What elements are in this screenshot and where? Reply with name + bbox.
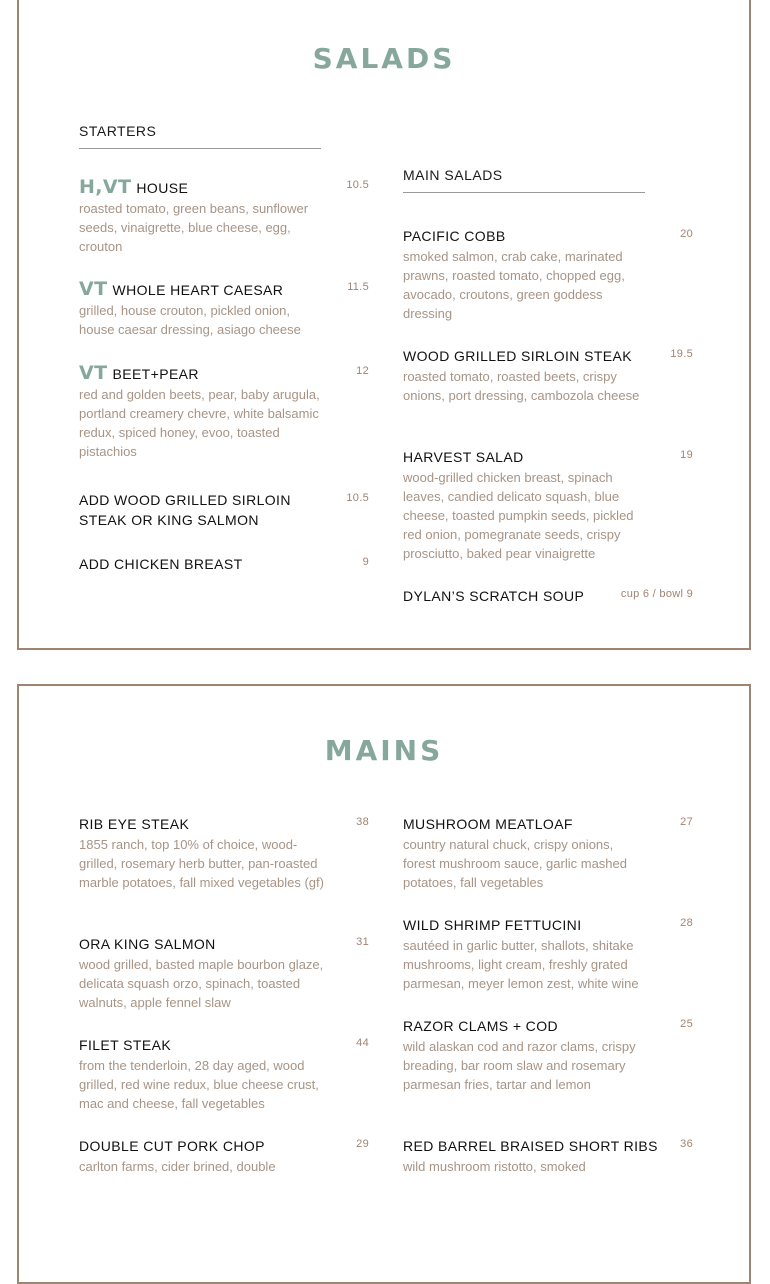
menu-item	[403, 346, 693, 405]
item-name: HARVEST SALAD	[403, 449, 524, 465]
item-name: PACIFIC COBB	[403, 228, 506, 244]
item-name: DOUBLE CUT PORK CHOP	[79, 1138, 265, 1154]
item-price: 20	[680, 228, 693, 240]
menu-item	[79, 177, 369, 256]
menu-item	[403, 447, 693, 563]
item-description: red and golden beets, pear, baby arugula, portland creamery chevre, white balsamic redux, spiced honey, evoo, toasted pistachios	[79, 387, 320, 459]
item-description: carlton farms, cider brined, double	[79, 1159, 276, 1174]
menu-item	[403, 586, 693, 606]
menu-item	[79, 363, 369, 461]
item-price: 44	[356, 1037, 369, 1049]
item-name: RAZOR CLAMS + COD	[403, 1018, 558, 1034]
item-description: wild mushroom ristotto, smoked	[403, 1159, 586, 1174]
menu-item	[403, 1016, 693, 1094]
dietary-badge: VT	[79, 278, 108, 300]
item-description: grilled, house crouton, pickled onion, house caesar dressing, asiago cheese	[79, 303, 301, 337]
item-description: from the tenderloin, 28 day aged, wood grilled, red wine redux, blue cheese crust, mac and cheese, fall vegetables	[79, 1058, 319, 1111]
item-description: smoked salmon, crab cake, marinated prawns, roasted tomato, chopped egg, avocado, croutons, green goddess dressing	[403, 249, 625, 321]
mains-panel	[17, 684, 751, 1284]
menu-item	[403, 814, 693, 892]
item-price: 10.5	[346, 179, 369, 191]
item-name: WOOD GRILLED SIRLOIN STEAK	[403, 348, 632, 364]
item-description: wood-grilled chicken breast, spinach leaves, candied delicato squash, blue cheese, toasted pumpkin seeds, pickled red onion, pomegranate seeds, crispy prosciutto, baked pear vinaigrette	[403, 470, 634, 561]
item-price: 25	[680, 1018, 693, 1030]
salads-title: SALADS	[312, 42, 456, 75]
item-description: wild alaskan cod and razor clams, crispy breading, bar room slaw and rosemary parmesan fries, tartar and lemon	[403, 1039, 636, 1092]
item-price: 36	[680, 1138, 693, 1150]
item-price: 38	[356, 816, 369, 828]
item-name: DYLAN’S SCRATCH SOUP	[403, 588, 585, 604]
item-name: ORA KING SALMON	[79, 936, 216, 952]
item-price: 19	[680, 449, 693, 461]
item-name: ADD WOOD GRILLED SIRLOIN STEAK OR KING SALMON	[79, 492, 291, 528]
item-description: 1855 ranch, top 10% of choice, wood-grilled, rosemary herb butter, pan-roasted marble potatoes, fall mixed vegetables (gf)	[79, 837, 324, 890]
item-name: FILET STEAK	[79, 1037, 172, 1053]
item-price: 29	[356, 1138, 369, 1150]
mains-title: MAINS	[324, 734, 444, 767]
item-price: 19.5	[670, 348, 693, 360]
item-name: BEET+PEAR	[112, 366, 199, 382]
item-price: 10.5	[346, 492, 369, 504]
item-description: country natural chuck, crispy onions, forest mushroom sauce, garlic mashed potatoes, fall vegetables	[403, 837, 627, 890]
item-description: wood grilled, basted maple bourbon glaze, delicata squash orzo, spinach, toasted walnuts, apple fennel slaw	[79, 957, 324, 1010]
item-price: 9	[362, 556, 369, 568]
menu-item	[403, 1136, 693, 1176]
dietary-badge: H,VT	[79, 176, 132, 198]
item-name: HOUSE	[136, 180, 189, 196]
menu-item	[79, 814, 369, 892]
item-price: 28	[680, 917, 693, 929]
item-name: WHOLE HEART CAESAR	[112, 282, 284, 298]
menu-item	[403, 226, 693, 323]
item-name: RED BARREL BRAISED SHORT RIBS	[403, 1138, 658, 1154]
item-price: cup 6 / bowl 9	[620, 588, 693, 600]
menu-item	[79, 490, 369, 530]
item-price: 11.5	[347, 281, 369, 293]
item-description: roasted tomato, green beans, sunflower seeds, vinaigrette, blue cheese, egg, crouton	[79, 201, 309, 254]
salads-panel	[17, 0, 751, 650]
menu-item	[79, 1136, 369, 1176]
item-name: WILD SHRIMP FETTUCINI	[403, 917, 582, 933]
item-name: MUSHROOM MEATLOAF	[403, 816, 573, 832]
item-name: ADD CHICKEN BREAST	[79, 556, 243, 572]
item-description: roasted tomato, roasted beets, crispy onions, port dressing, cambozola cheese	[403, 369, 640, 403]
menu-item	[79, 1035, 369, 1113]
dietary-badge: VT	[79, 362, 108, 384]
starters-heading: STARTERS	[79, 123, 321, 149]
menu-item	[79, 554, 369, 574]
item-price: 12	[356, 365, 369, 377]
main-salads-heading: MAIN SALADS	[403, 167, 645, 193]
item-price: 31	[356, 936, 369, 948]
item-price: 27	[680, 816, 693, 828]
menu-item	[79, 934, 369, 1012]
menu-item	[79, 279, 369, 339]
item-description: sautéed in garlic butter, shallots, shitake mushrooms, light cream, freshly grated parmesan, meyer lemon zest, white wine	[403, 938, 639, 991]
item-name: RIB EYE STEAK	[79, 816, 190, 832]
menu-item	[403, 915, 693, 993]
